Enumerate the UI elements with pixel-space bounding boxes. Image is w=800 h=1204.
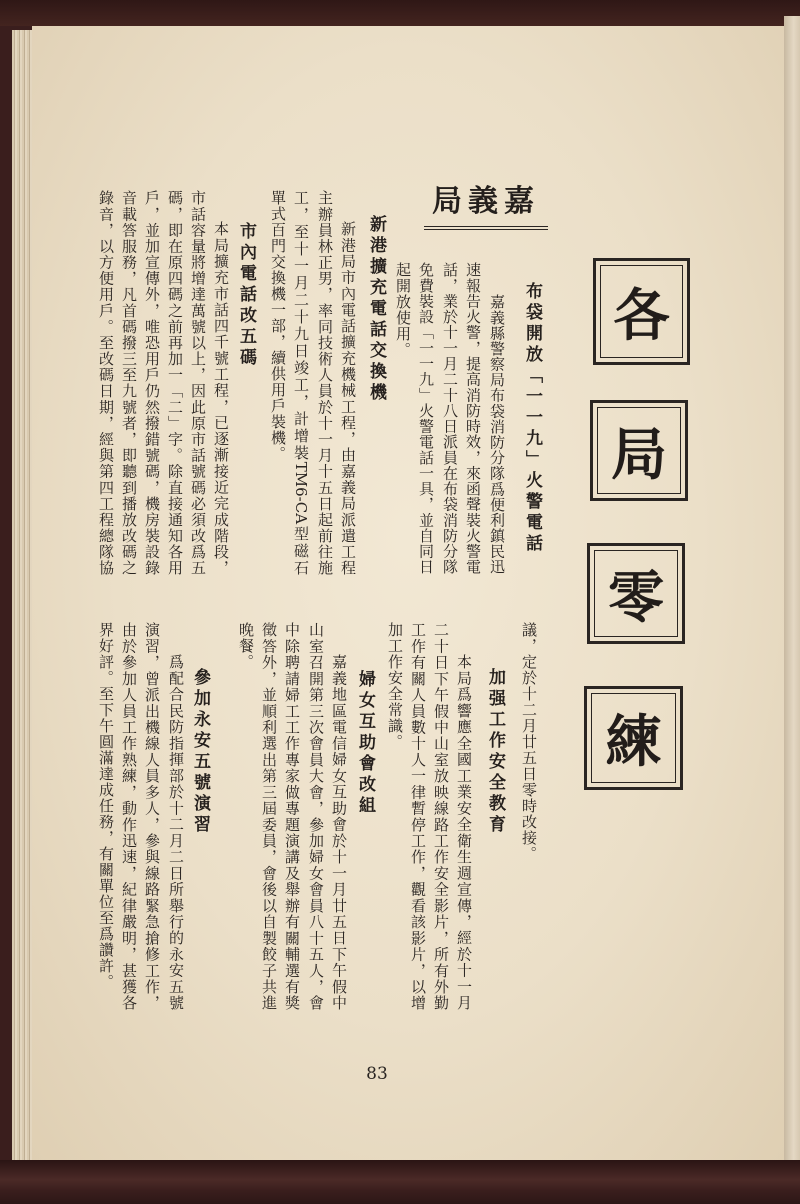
article-text-column: 嘉義縣警察局布袋消防分隊爲便利鎮民迅: [488, 294, 506, 574]
article-title: 參加永安五號演習: [190, 668, 210, 836]
feature-title-char: 各: [600, 265, 683, 358]
book-cover-bottom: [0, 1160, 800, 1204]
feature-title-char: 零: [594, 550, 678, 637]
article-title: 布袋開放「一一九」火警電話: [522, 282, 542, 555]
feature-title-box-1: [593, 258, 690, 365]
article-text-column: 中除聘請婦工工作專家做專題演講及舉辦有關輔選有獎: [283, 622, 301, 1010]
article-text-column: 碼，即在原四碼之前再加一「二」字。除直接通知各用: [166, 190, 184, 575]
page-number: 83: [366, 1064, 388, 1084]
article-text-column: 爲配合民防指揮部於十二月二日所舉行的永安五號: [167, 654, 185, 1010]
article-title: 市內電話改五碼: [236, 222, 256, 369]
article-text-column: 音載答服務，凡首碼撥三至九號者，即聽到播放改碼之: [120, 190, 138, 575]
article-text-column: 錄音，以方便用戶。至改碼日期，經與第四工程總隊協: [97, 190, 115, 575]
feature-title-char: 練: [591, 693, 676, 783]
feature-title-box-2: [590, 400, 688, 501]
article-text-column: 話，業於十一月二十八日派員在布袋消防分隊: [441, 262, 459, 574]
article-text-column: 嘉義地區電信婦女互助會於十一月廿五日下午假中: [330, 654, 348, 1010]
article-text-column: 界好評。至下午圓滿達成任務，有關單位至爲讚許。: [97, 622, 115, 990]
article-title: 新港擴充電話交換機: [366, 215, 386, 404]
article-text-column: 新港局市內電話擴充機械工程，由嘉義局派遣工程: [339, 221, 357, 575]
article-text-column: 戶，並加宣傳外，唯恐用戶仍然撥錯號碼，機房裝設錄: [143, 190, 161, 575]
article-text-column: 晚餐。: [237, 622, 255, 670]
article-text-column: 工，至十一月二十九日竣工，計增裝TM6-CA型磁石: [292, 190, 310, 575]
article-text-column: 加工作安全常識。: [386, 622, 404, 750]
article-text-column: 工作有關人員數十人一律暫停工作，觀看該影片，以增: [409, 622, 427, 1010]
article-text-column: 山室召開第三次會員大會，參加婦女會員八十五人，會: [307, 622, 325, 1010]
feature-title-char: 局: [597, 407, 681, 494]
article-text-column: 速報告火警，提高消防時效，來函聲裝火警電: [464, 262, 482, 574]
article-text-column: 二十日下午假中山室放映線路工作安全影片，所有外勤: [432, 622, 450, 1010]
article-text-column: 演習，曾派出機線人員多人，參與線路緊急搶修工作，: [143, 622, 161, 1010]
article-text-column: 起開放使用。: [394, 262, 412, 358]
article-text-column: 由於參加人員工作熟練，動作迅速，紀律嚴明，甚獲各: [120, 622, 138, 1010]
feature-title-box-4: [584, 686, 683, 790]
article-text-column: 單式百門交換機一部，續供用戶裝機。: [269, 190, 287, 462]
article-text-column: 議，定於十二月廿五日零時改接。: [520, 622, 538, 862]
article-title: 婦女互助會改組: [355, 670, 375, 817]
article-text-column: 市話容量將增達萬號以上，因此原市話號碼必須改爲五: [189, 190, 207, 575]
page-edges-left: [12, 30, 34, 1160]
bureau-heading-text: 嘉義局: [432, 184, 540, 219]
article-title: 加强工作安全教育: [485, 668, 505, 836]
bureau-heading: [424, 180, 548, 230]
book-cover-top: [0, 0, 800, 26]
article-text-column: 免費裝設「一一九」火警電話一具，並自同日: [417, 262, 435, 574]
article-text-column: 主辦員林正男，率同技術人員於十一月十五日起前往施: [316, 190, 334, 575]
feature-title-box-3: [587, 543, 685, 644]
article-text-column: 本局爲響應全國工業安全衛生週宣傳，經於十一月: [455, 654, 473, 1010]
article-text-column: 本局擴充市話四千號工程，已逐漸接近完成階段，: [212, 221, 230, 575]
facing-page-edge: [784, 16, 800, 1162]
article-text-column: 徵答外，並順利選出第三屆委員，會後以自製餃子共進: [260, 622, 278, 1010]
